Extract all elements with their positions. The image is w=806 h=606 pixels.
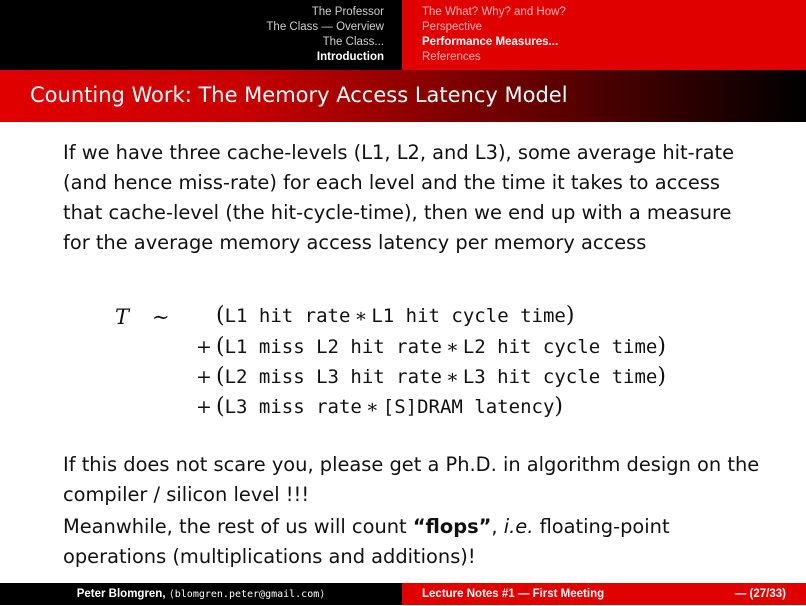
equation-term-b: [S]DRAM latency [382,396,555,418]
navigation-bar [0,0,806,70]
flops-text-after: floating-point operations (multiplications and additions)! [63,515,670,568]
nav-item-class-overview[interactable]: The Class — Overview [266,21,384,33]
nav-item-references[interactable]: References [422,51,481,63]
nav-item-performance-measures[interactable]: Performance Measures... [422,36,559,48]
footer-email: ⟨blomgren.peter@gmail.com⟩ [168,589,326,600]
equation-relation: ∼ [152,305,170,329]
equation-term-a: L3 miss rate [224,396,362,418]
section-nav-left [0,0,402,70]
multiply-symbol: ∗ [445,336,459,358]
subsection-nav-right [402,0,806,70]
equation-term-b: L1 hit cycle time [371,305,566,327]
equation-row: + (L1 miss L2 hit rate ∗ L2 hit cycle time) [196,334,666,359]
frame-title-bar [0,70,806,122]
flops-comma: , [491,515,504,538]
frame-title: Counting Work: The Memory Access Latency Model [30,83,568,107]
plus-symbol: + [196,396,212,418]
intro-paragraph: If we have three cache-levels (L1, L2, and L3), some average hit-rate (and hence miss-rate) for each level and the time it takes to access that cache-level (the hit-cycle-time), then we end up with a measure for the average memory access latency per memory access [63,141,734,254]
subsection-list [422,5,566,65]
flops-text-before: Meanwhile, the rest of us will count [63,515,413,538]
plus-symbol: + [196,366,212,388]
nav-item-what-why-how[interactable]: The What? Why? and How? [422,6,566,18]
nav-item-class[interactable]: The Class... [322,36,384,48]
nav-item-introduction[interactable]: Introduction [316,51,384,63]
footer-author-section [0,583,402,605]
equation-lhs: T [115,305,130,329]
equation-term-a: L1 hit rate [224,305,351,327]
equation-row: + (L2 miss L3 hit rate ∗ L3 hit cycle time) [196,364,666,389]
equation-term-a: L1 miss L2 hit rate [224,336,442,358]
equation-row: + (L3 miss rate ∗ [S]DRAM latency) [196,394,563,419]
multiply-symbol: ∗ [445,366,459,388]
flops-paragraph [63,512,763,572]
footer-bar [0,583,806,605]
equation-term-b: L3 hit cycle time [462,366,658,388]
multiply-symbol: ∗ [365,396,379,418]
latency-equation [0,303,806,433]
equation-row: (L1 hit rate ∗ L1 hit cycle time) [216,303,575,328]
flops-term: “flops” [412,515,492,538]
ie-abbrev: i.e. [503,515,534,538]
nav-item-perspective[interactable]: Perspective [422,21,483,33]
footer-page-number: — (27/33) [734,588,786,600]
multiply-symbol: ∗ [354,305,368,327]
warning-paragraph: If this does not scare you, please get a Ph.D. in algorithm design on the compiler / silicon level !!! [63,453,760,506]
footer-author: Peter Blomgren, [76,588,166,600]
nav-item-professor[interactable]: The Professor [311,6,384,18]
plus-symbol: + [196,336,212,358]
footer-notes-section [402,583,806,605]
footer-lecture-notes: Lecture Notes #1 — First Meeting [422,588,605,600]
equation-term-b: L2 hit cycle time [462,336,658,358]
slide-content [63,138,763,258]
section-list [266,5,384,65]
equation-term-a: L2 miss L3 hit rate [224,366,442,388]
